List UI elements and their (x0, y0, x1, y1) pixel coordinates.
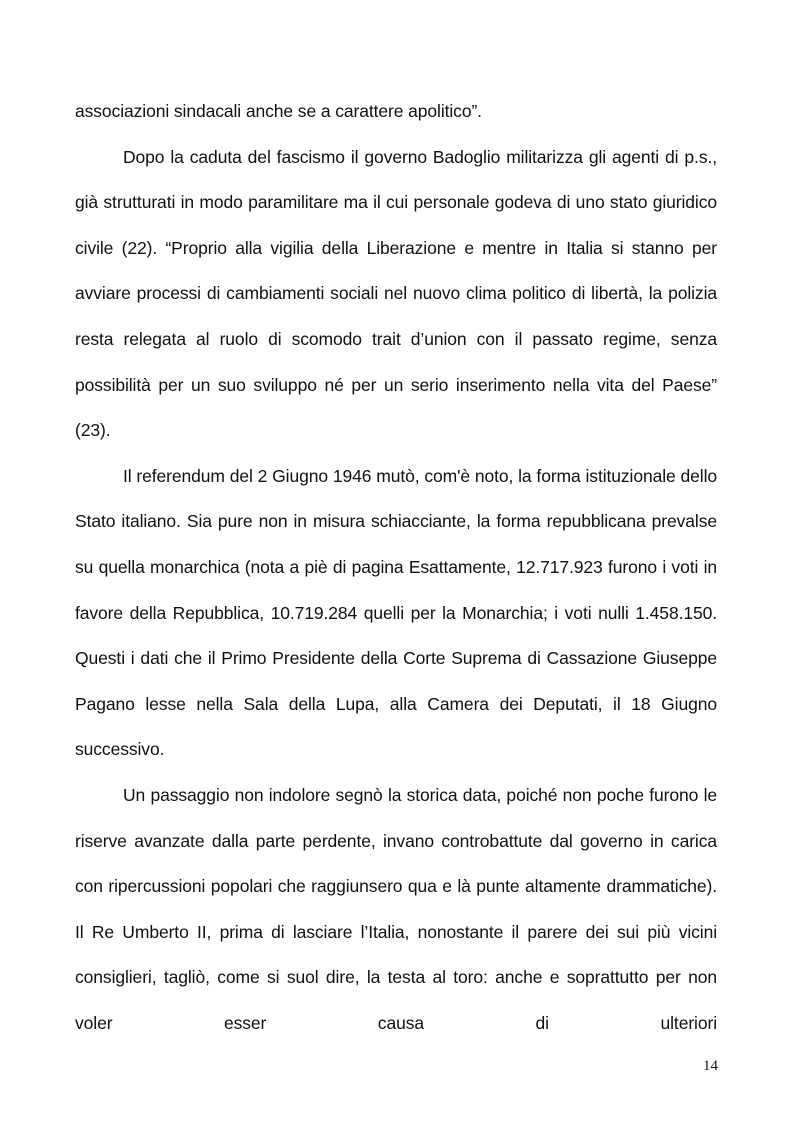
page-number: 14 (703, 1058, 718, 1074)
paragraph-passaggio: Un passaggio non indolore segnò la storica data, poiché non poche furono le riserve avanzate dalla parte perdente, invano controbattute dal governo in carica con ripercussioni popolari che raggiunsero qua e là punte altamente drammatiche). Il Re Umberto II, prima di lasciare l’Italia, nonostante il parere dei sui più vicini consiglieri, tagliò, come si suol dire, la testa al toro: anche e soprattutto per non voler esser causa di ulteriori (75, 784, 717, 1033)
body-text (75, 89, 717, 1046)
paragraph-continuation: associazioni sindacali anche se a carattere apolitico”. (75, 101, 482, 121)
paragraph-badoglio: Dopo la caduta del fascismo il governo Badoglio militarizza gli agenti di p.s., già strutturati in modo paramilitare ma il cui personale godeva di uno stato giuridico civile (22). “Proprio alla vigilia della Liberazione e mentre in Italia si stanno per avviare processi di cambiamenti sociali nel nuovo clima politico di libertà, la polizia resta relegata al ruolo di scomodo trait d’union con il passato regime, senza possibilità per un suo sviluppo né per un serio inserimento nella vita del Paese” (23). (75, 146, 717, 441)
paragraph-referendum: Il referendum del 2 Giugno 1946 mutò, com'è noto, la forma istituzionale dello Stato italiano. Sia pure non in misura schiacciante, la forma repubblicana prevalse su quella monarchica (nota a piè di pagina Esattamente, 12.717.923 furono i voti in favore della Repubblica, 10.719.284 quelli per la Monarchia; i voti nulli 1.458.150. Questi i dati che il Primo Presidente della Corte Suprema di Cassazione Giuseppe Pagano lesse nella Sala della Lupa, alla Camera dei Deputati, il 18 Giugno successivo. (75, 465, 717, 760)
